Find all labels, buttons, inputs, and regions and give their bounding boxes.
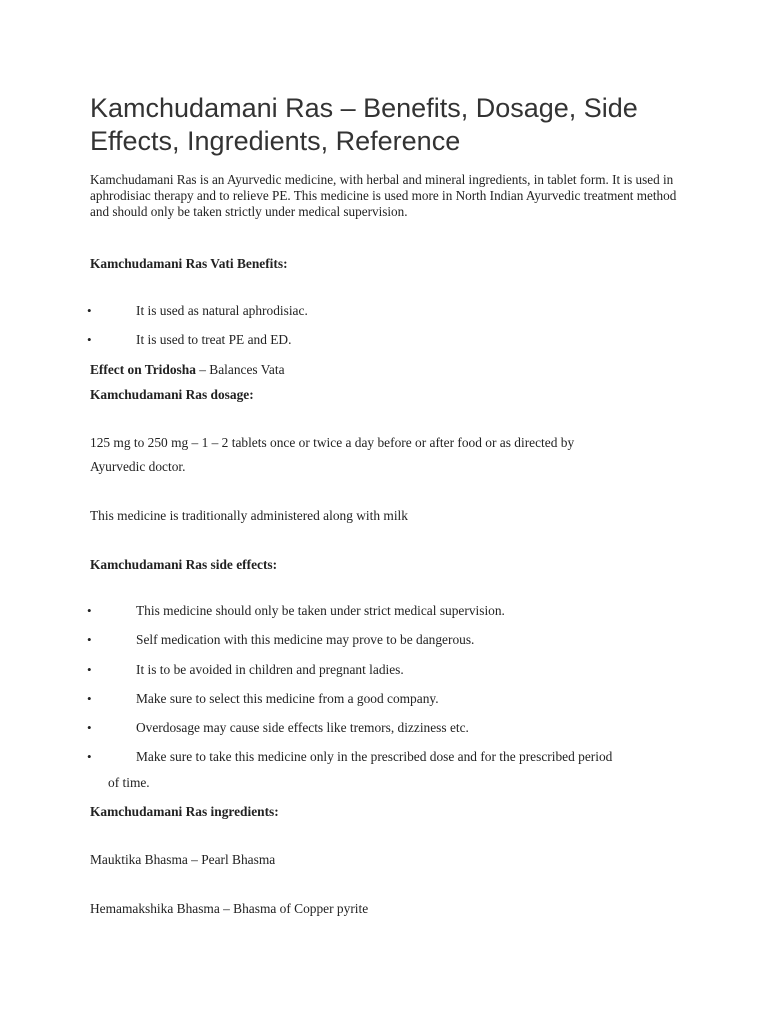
bullet-icon: •: [87, 332, 92, 347]
dosage-heading: Kamchudamani Ras dosage:: [90, 387, 254, 402]
benefits-heading: Kamchudamani Ras Vati Benefits:: [90, 256, 288, 271]
ingredient-item: Mauktika Bhasma – Pearl Bhasma: [90, 852, 276, 867]
bullet-icon: •: [87, 720, 92, 735]
side-effect-text: Make sure to take this medicine only in the prescribed dose and for the prescribed period: [136, 749, 613, 764]
page-title: Kamchudamani Ras – Benefits, Dosage, Side Effects, Ingredients, Reference: [90, 93, 638, 156]
tridosha-separator: –: [195, 362, 210, 377]
bullet-icon: •: [87, 303, 92, 318]
side-effect-continuation: of time.: [108, 775, 150, 790]
dosage-text-line1: 125 mg to 250 mg – 1 – 2 tablets once or twice a day before or after food or as directed by: [90, 435, 575, 450]
bullet-icon: •: [87, 603, 92, 618]
dosage-text-line2: Ayurvedic doctor.: [90, 459, 186, 474]
bullet-icon: •: [87, 691, 92, 706]
bullet-icon: •: [87, 662, 92, 677]
tridosha-value: Balances Vata: [209, 362, 285, 377]
intro-paragraph: Kamchudamani Ras is an Ayurvedic medicine, with herbal and mineral ingredients, in tablet form. It is used in aphrodisiac therapy and to relieve PE. This medicine is used more in North Indian Ayurvedic treatment method and should only be taken strictly under medical supervision.: [90, 172, 677, 219]
benefit-text: It is used as natural aphrodisiac.: [136, 303, 308, 318]
side-effect-text: It is to be avoided in children and pregnant ladies.: [136, 662, 404, 677]
ingredients-heading: Kamchudamani Ras ingredients:: [90, 804, 279, 819]
side-effect-text: Make sure to select this medicine from a good company.: [136, 691, 439, 706]
bullet-icon: •: [87, 632, 92, 647]
side-effects-heading: Kamchudamani Ras side effects:: [90, 557, 278, 572]
side-effect-text: Overdosage may cause side effects like tremors, dizziness etc.: [136, 720, 469, 735]
ingredient-item: Hemamakshika Bhasma – Bhasma of Copper pyrite: [90, 901, 369, 916]
side-effect-text: Self medication with this medicine may prove to be dangerous.: [136, 632, 475, 647]
dosage-note: This medicine is traditionally administered along with milk: [90, 508, 408, 523]
tridosha-label: Effect on Tridosha: [90, 362, 196, 377]
benefit-text: It is used to treat PE and ED.: [136, 332, 292, 347]
bullet-icon: •: [87, 749, 92, 764]
tridosha-line: [90, 362, 285, 378]
side-effect-text: This medicine should only be taken under strict medical supervision.: [136, 603, 505, 618]
